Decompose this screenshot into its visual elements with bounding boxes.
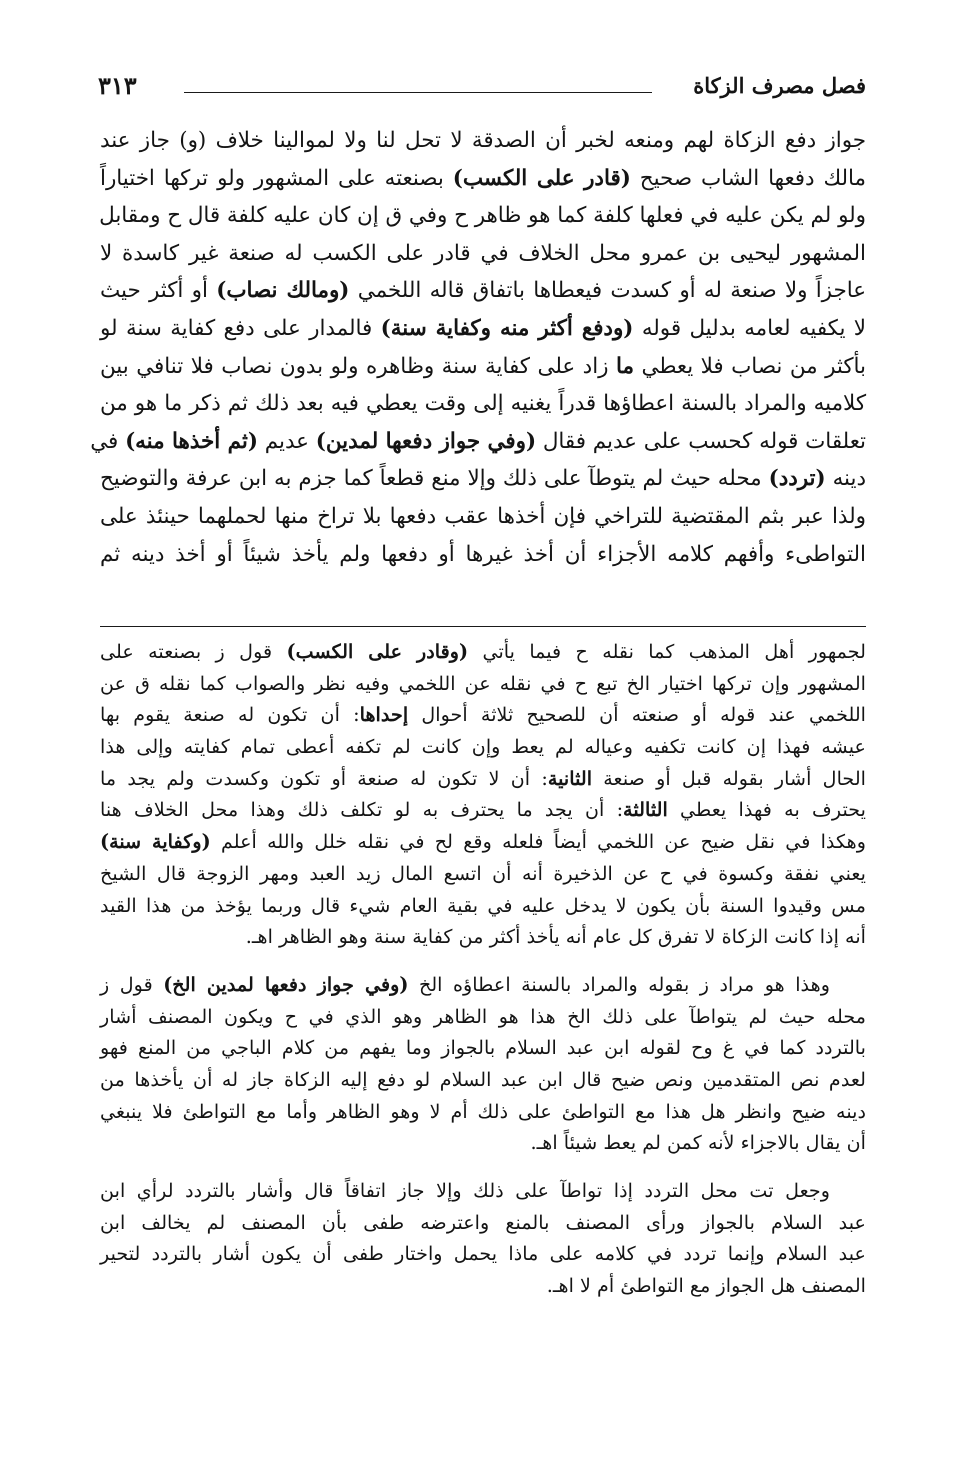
text-run: أن يقال بالاجزاء لأنه كمن لم يعط شيئاً اهـ.	[530, 1131, 866, 1155]
text-run: : أن يجد ما يحترف به لو تكلف ذلك وهذا محل الخلاف هنا	[100, 798, 624, 822]
bold-quote: (وكفاية سنة)	[100, 830, 211, 854]
text-run: قول ز بصنعته على	[100, 640, 287, 663]
text-run: المصنف هل الجواز مع التواطئ أم لا اهـ.	[546, 1274, 866, 1298]
text-run: بصنعته على المشهور ولو تركها اختياراً	[100, 165, 453, 191]
text-line	[100, 385, 866, 423]
bold-quote: (ومالك نصاب)	[216, 278, 350, 304]
bold-quote: (قادر على الكسب)	[452, 165, 631, 191]
text-run: عبد السلام وإنما تردد في كلامه على ماذا يحمل واختار طفى أن يكون أشار بالتردد لتحير	[100, 1242, 866, 1266]
text-line	[100, 794, 866, 826]
text-line	[100, 668, 866, 700]
bold-quote: الثانية	[547, 766, 593, 790]
text-run: : أن تكون له صنعة يقوم بها	[100, 703, 360, 727]
footnote-paragraph-1	[100, 636, 866, 953]
text-line	[100, 858, 866, 890]
text-line	[100, 890, 866, 922]
text-line	[90, 423, 866, 461]
text-run: محله حيث لم يتوطآ على ذلك وإلا منع قطعاً كما جزم به ابن عرفة والتوضيح	[100, 466, 769, 492]
text-run: لا يكفيه لعامه بدليل قوله	[633, 315, 866, 341]
text-line	[100, 1270, 866, 1302]
text-run: ولذا عبر بثم المقتضية للتراخي فإن أخذها عقب دفعها بلا تراخ منها لحملهما حينئذ على	[100, 503, 866, 529]
text-line	[100, 1238, 866, 1270]
text-run: مالك دفعها الشاب صحيح	[630, 165, 866, 191]
text-run: فالمدار على دفع كفاية سنة لو	[100, 315, 381, 341]
text-line	[100, 1032, 866, 1064]
text-run: الحال أشار بقوله قبل أو صنعة	[592, 766, 866, 790]
text-line	[100, 122, 866, 160]
bold-quote: (ودفع أكثر منه وكفاية سنة)	[380, 315, 634, 341]
text-run: جواز دفع الزكاة لهم ومنعه لخبر أن الصدقة لا تحل لنا ولا لموالينا خلاف (و) جاز عند	[100, 128, 866, 153]
text-run: وهذا هو مراد ز بقوله والمراد بالسنة اعطاؤه الخ	[408, 972, 830, 996]
text-line	[100, 1001, 866, 1033]
text-run: التواطىء وأفهم كلامه الأجزاء أن أخذ غيرها أو دفعها ولم يأخذ شيئاً أو أخذ دينه ثم	[100, 541, 866, 567]
text-line	[100, 460, 866, 498]
text-run: عبد السلام بالجواز ورأى المصنف بالمنع واعترضه طفى بأن المصنف لم يخالف ابن	[100, 1210, 866, 1234]
text-line	[100, 235, 866, 273]
text-run: : أن لا تكون له صنعة أو تكون وكسدت ولم يجد ما	[100, 766, 548, 790]
text-run: المشهور ليحيى بن عمرو محل الخلاف في قادر على الكسب له صنعة غير كاسدة لا	[100, 240, 866, 266]
text-run: يحترف به فهذا يعطي	[667, 798, 866, 822]
text-run: اللخمي عند قوله أو صنعته أن للصحيح ثلاثة أحوال	[408, 703, 866, 727]
text-line	[100, 636, 866, 668]
text-run: يعني نفقة وكسوة في ح عن الذخيرة أنه أن اتسع المال زيد العبد ومهر الزوجة قال الشيخ	[100, 861, 866, 885]
text-run: وهكذا في نقل ضيح عن اللخمي أيضاً فلعله وقع لح في نقله خلل والله أعلم	[210, 830, 866, 854]
text-line	[100, 498, 866, 536]
footnote-separator	[100, 626, 866, 627]
bold-quote: (ثم أخذها منه)	[125, 428, 258, 454]
text-line	[100, 160, 866, 198]
text-line	[100, 1064, 866, 1096]
text-run: بأكثر من نصاب فلا يعطي	[633, 353, 866, 379]
text-run: وجعل تت محل التردد إذا تواطآ على ذلك وإلا جاز اتفاقاً قال وأشار بالتردد لرأي ابن	[100, 1179, 830, 1202]
text-line	[100, 310, 866, 348]
footnote-paragraph-3	[100, 1175, 866, 1302]
text-run: دينه ضيح وانظر هل هذا مع التواطئ على ذلك أم لا وهو الظاهر وأما مع التواطئ فلا ينبغي	[100, 1099, 866, 1123]
text-run: لجمهور أهل المذهب كما نقله ح فيما يأتي	[468, 640, 866, 663]
bold-quote: (وفي جواز دفعها لمدين)	[315, 428, 537, 454]
text-line	[100, 826, 866, 858]
text-run: في	[90, 428, 126, 454]
text-run: كلاميه والمراد بالسنة اعطاؤها قدراً يغنيه إلى وقت يعطي فيه بعد ذلك ثم ذكر ما هو من	[100, 391, 866, 417]
text-run: عديم	[257, 428, 316, 454]
chapter-title: فصل مصرف الزكاة	[693, 73, 866, 98]
text-line	[100, 969, 866, 1001]
text-run: عاجزاً ولا صنعة له أو كسدت فيعطاها باتفاق قاله اللخمي	[349, 278, 866, 304]
text-line	[100, 348, 866, 386]
text-line	[100, 272, 866, 310]
bold-quote: إحداها	[359, 703, 409, 727]
text-run: بالتردد كما في غ وح لقوله ابن عبد السلام بالجواز وما يفهم من كلام الباجي من المنع فهو	[100, 1036, 866, 1060]
text-line	[100, 1127, 866, 1159]
margin-mark	[0, 66, 4, 67]
text-run: زاد على كفاية سنة وظاهره ولو بدون نصاب فلا تنافي بين	[100, 353, 616, 379]
text-run: مس وقيدوا السنة بأن يكون لا يدخل عليه في بقية العام شيء قال وربما يؤخذ من هذا القيد	[100, 893, 866, 917]
text-run: أو أكثر حيث	[100, 278, 217, 304]
text-run: محله حيث لم يتواطآ على ذلك الخ هذا هو الظاهر وهو الذي في ح ويكون المصنف أشار	[100, 1004, 866, 1028]
bold-quote: (وقادر على الكسب)	[286, 640, 469, 663]
text-line	[100, 1175, 866, 1207]
text-run: دينه	[825, 466, 866, 492]
bold-quote: (وفي جواز دفعها لمدين الخ)	[163, 972, 409, 996]
text-line	[100, 699, 866, 731]
text-line	[100, 197, 866, 235]
text-run: لعدم نص المتقدمين ونص ضيح قال ابن عبد السلام لو دفع إليه الزكاة جاز له أن يأخذها من	[100, 1067, 866, 1091]
page-number: ٣١٣	[98, 71, 137, 100]
text-run: أنه إذا كانت الزكاة لا تفرق كل عام أنه يأخذ أكثر من كفاية سنة وهو الظاهر اهـ.	[245, 925, 866, 949]
text-line	[100, 731, 866, 763]
text-run: عيشه فهذا إن كانت تكفيه وعياله لم يعط وإن كانت لم تكفه أعطى تمام كفايته وإلى هذا	[100, 735, 866, 759]
text-line	[100, 536, 866, 574]
text-line	[100, 763, 866, 795]
running-header	[98, 66, 866, 112]
bold-quote: ما	[616, 353, 634, 379]
footnotes	[100, 636, 866, 1302]
bold-quote: (تردد)	[768, 466, 826, 492]
text-run: المشهور وإن تركها اختيار الخ تبع ح في نقله عن اللخمي وفيه نظر والصواب كما نقله ق عن	[100, 671, 866, 695]
text-run: قول ز	[100, 972, 164, 996]
footnote-paragraph-2	[100, 969, 866, 1159]
text-line	[100, 1207, 866, 1239]
text-line	[100, 1096, 866, 1128]
bold-quote: الثالثة	[623, 798, 668, 822]
text-run: تعلقات قوله كحسب على عديم فقال	[536, 428, 866, 454]
text-run: ولو لم يكن عليه في فعلها كلفة كما هو ظاهر ح وفي ق إن كان عليه كلفة قال ح ومقابل	[99, 203, 866, 229]
text-line	[100, 921, 866, 953]
main-text	[90, 122, 866, 573]
header-rule	[184, 92, 652, 93]
